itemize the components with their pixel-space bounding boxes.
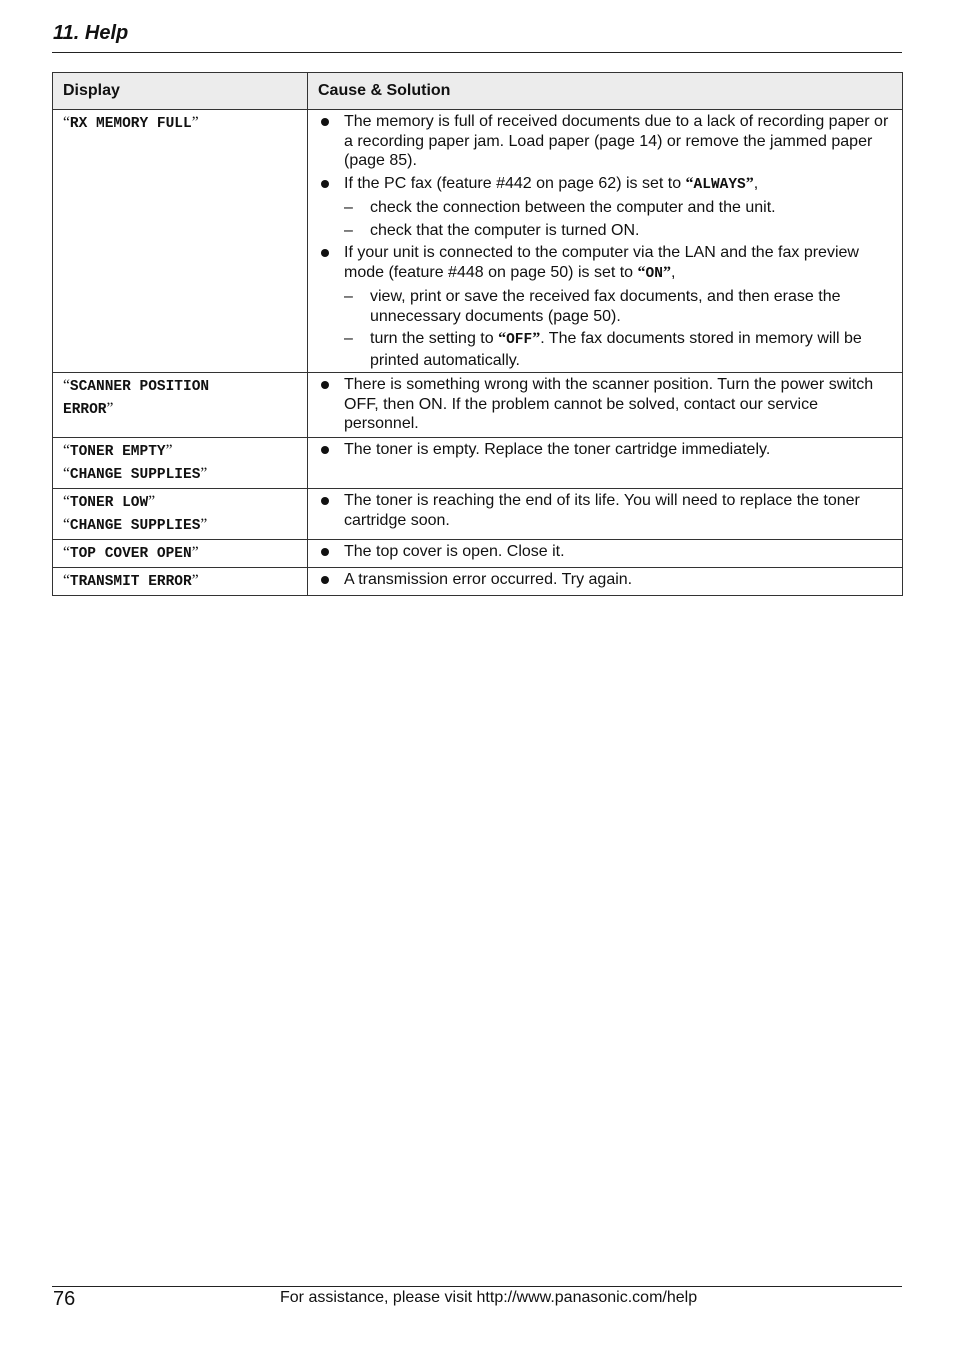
dash-icon: – xyxy=(344,199,353,216)
display-message: ERROR xyxy=(63,402,107,418)
footer-assistance-text: For assistance, please visit http://www.panasonic.com/help xyxy=(280,1289,698,1306)
bullet-icon xyxy=(321,446,329,454)
bullet-item xyxy=(318,491,892,530)
display-message-cell: “SCANNER POSITION ERROR” xyxy=(53,373,308,438)
bullet-item xyxy=(318,570,892,590)
display-message: SCANNER POSITION xyxy=(69,379,210,395)
bullet-icon xyxy=(321,118,329,126)
table-row xyxy=(53,568,903,596)
table-row xyxy=(53,438,903,489)
header-divider xyxy=(52,52,902,53)
column-header-cause: Cause & Solution xyxy=(308,73,903,110)
help-table xyxy=(52,72,903,596)
bullet-text: If the PC fax (feature #442 on page 62) is set to xyxy=(344,174,686,192)
bullet-text: The memory is full of received documents due to a lack of recording paper or a recording paper jam. Load paper (page 14) or remove the jammed paper (page 85). xyxy=(344,113,889,169)
sub-item: – turn the setting to “OFF”. The fax documents stored in memory will be printed automatically. xyxy=(344,330,862,369)
display-message: TONER EMPTY xyxy=(69,444,166,460)
display-message: CHANGE SUPPLIES xyxy=(69,467,201,483)
display-message: TRANSMIT ERROR xyxy=(69,574,192,590)
setting-value: ALWAYS xyxy=(693,176,746,193)
cause-solution-cell xyxy=(308,540,903,568)
bullet-item: If your unit is connected to the computer via the LAN and the fax preview mode (feature #448 on page 50) is set to “ON”, xyxy=(318,243,892,284)
sub-item xyxy=(318,221,892,241)
cause-solution-cell xyxy=(308,489,903,540)
cause-solution-cell xyxy=(308,568,903,596)
setting-value: ON xyxy=(645,265,663,282)
page-number: 76 xyxy=(53,1288,76,1310)
sub-item-text: view, print or save the received fax documents, and then erase the unnecessary documents (page 50). xyxy=(370,288,841,325)
dash-icon: – xyxy=(344,288,353,305)
bullet-text: There is something wrong with the scanner position. Turn the power switch OFF, then ON. If the problem cannot be solved, contact our service personnel. xyxy=(344,376,874,432)
sub-item-text: turn the setting to xyxy=(370,330,499,347)
bullet-item: If the PC fax (feature #442 on page 62) is set to “ALWAYS”, xyxy=(318,174,892,196)
table-row xyxy=(53,540,903,568)
bullet-item xyxy=(318,375,892,434)
bullet-icon xyxy=(321,576,329,584)
setting-value: OFF xyxy=(506,332,533,348)
table-row xyxy=(53,373,903,438)
bullet-icon xyxy=(321,497,329,505)
bullet-item xyxy=(318,440,892,460)
bullet-item xyxy=(318,112,892,171)
display-message-cell: “TRANSMIT ERROR” xyxy=(53,568,308,596)
display-message: CHANGE SUPPLIES xyxy=(69,518,201,534)
display-message-cell: “TONER EMPTY” “CHANGE SUPPLIES” xyxy=(53,438,308,489)
column-header-display: Display xyxy=(53,73,308,110)
bullet-text: A transmission error occurred. Try again. xyxy=(344,571,633,588)
bullet-text: The toner is reaching the end of its life. You will need to replace the toner cartridge soon. xyxy=(344,492,860,529)
cause-solution-cell xyxy=(308,373,903,438)
cause-solution-cell xyxy=(308,438,903,489)
display-message-cell: “TONER LOW” “CHANGE SUPPLIES” xyxy=(53,489,308,540)
dash-icon: – xyxy=(344,330,353,347)
table-row xyxy=(53,110,903,373)
bullet-icon xyxy=(321,249,329,257)
display-message: TOP COVER OPEN xyxy=(69,546,192,562)
sub-item xyxy=(318,287,892,326)
bullet-text: If your unit is connected to the computer via the LAN and the fax preview mode (feature #448 on page 50) is set to xyxy=(344,244,859,281)
dash-icon: – xyxy=(344,221,353,239)
display-message: RX MEMORY FULL xyxy=(69,116,192,132)
display-message: TONER LOW xyxy=(69,495,149,511)
bullet-icon xyxy=(321,548,329,556)
display-message-cell: “TOP COVER OPEN” xyxy=(53,540,308,568)
sub-item-text: check that the computer is turned ON. xyxy=(370,221,640,239)
bullet-item xyxy=(318,542,892,562)
bullet-icon xyxy=(321,381,329,389)
bullet-icon xyxy=(321,180,329,188)
page-header-title: 11. Help xyxy=(53,22,129,44)
table-header-row xyxy=(53,73,903,110)
cause-solution-cell xyxy=(308,110,903,373)
table-row xyxy=(53,489,903,540)
bullet-text: The top cover is open. Close it. xyxy=(344,543,565,560)
bullet-text: The toner is empty. Replace the toner cartridge immediately. xyxy=(344,441,771,458)
display-message-cell: “RX MEMORY FULL” xyxy=(53,110,308,373)
sub-item-text: check the connection between the computer and the unit. xyxy=(370,199,776,216)
footer-divider xyxy=(52,1286,902,1287)
sub-item xyxy=(318,198,892,218)
